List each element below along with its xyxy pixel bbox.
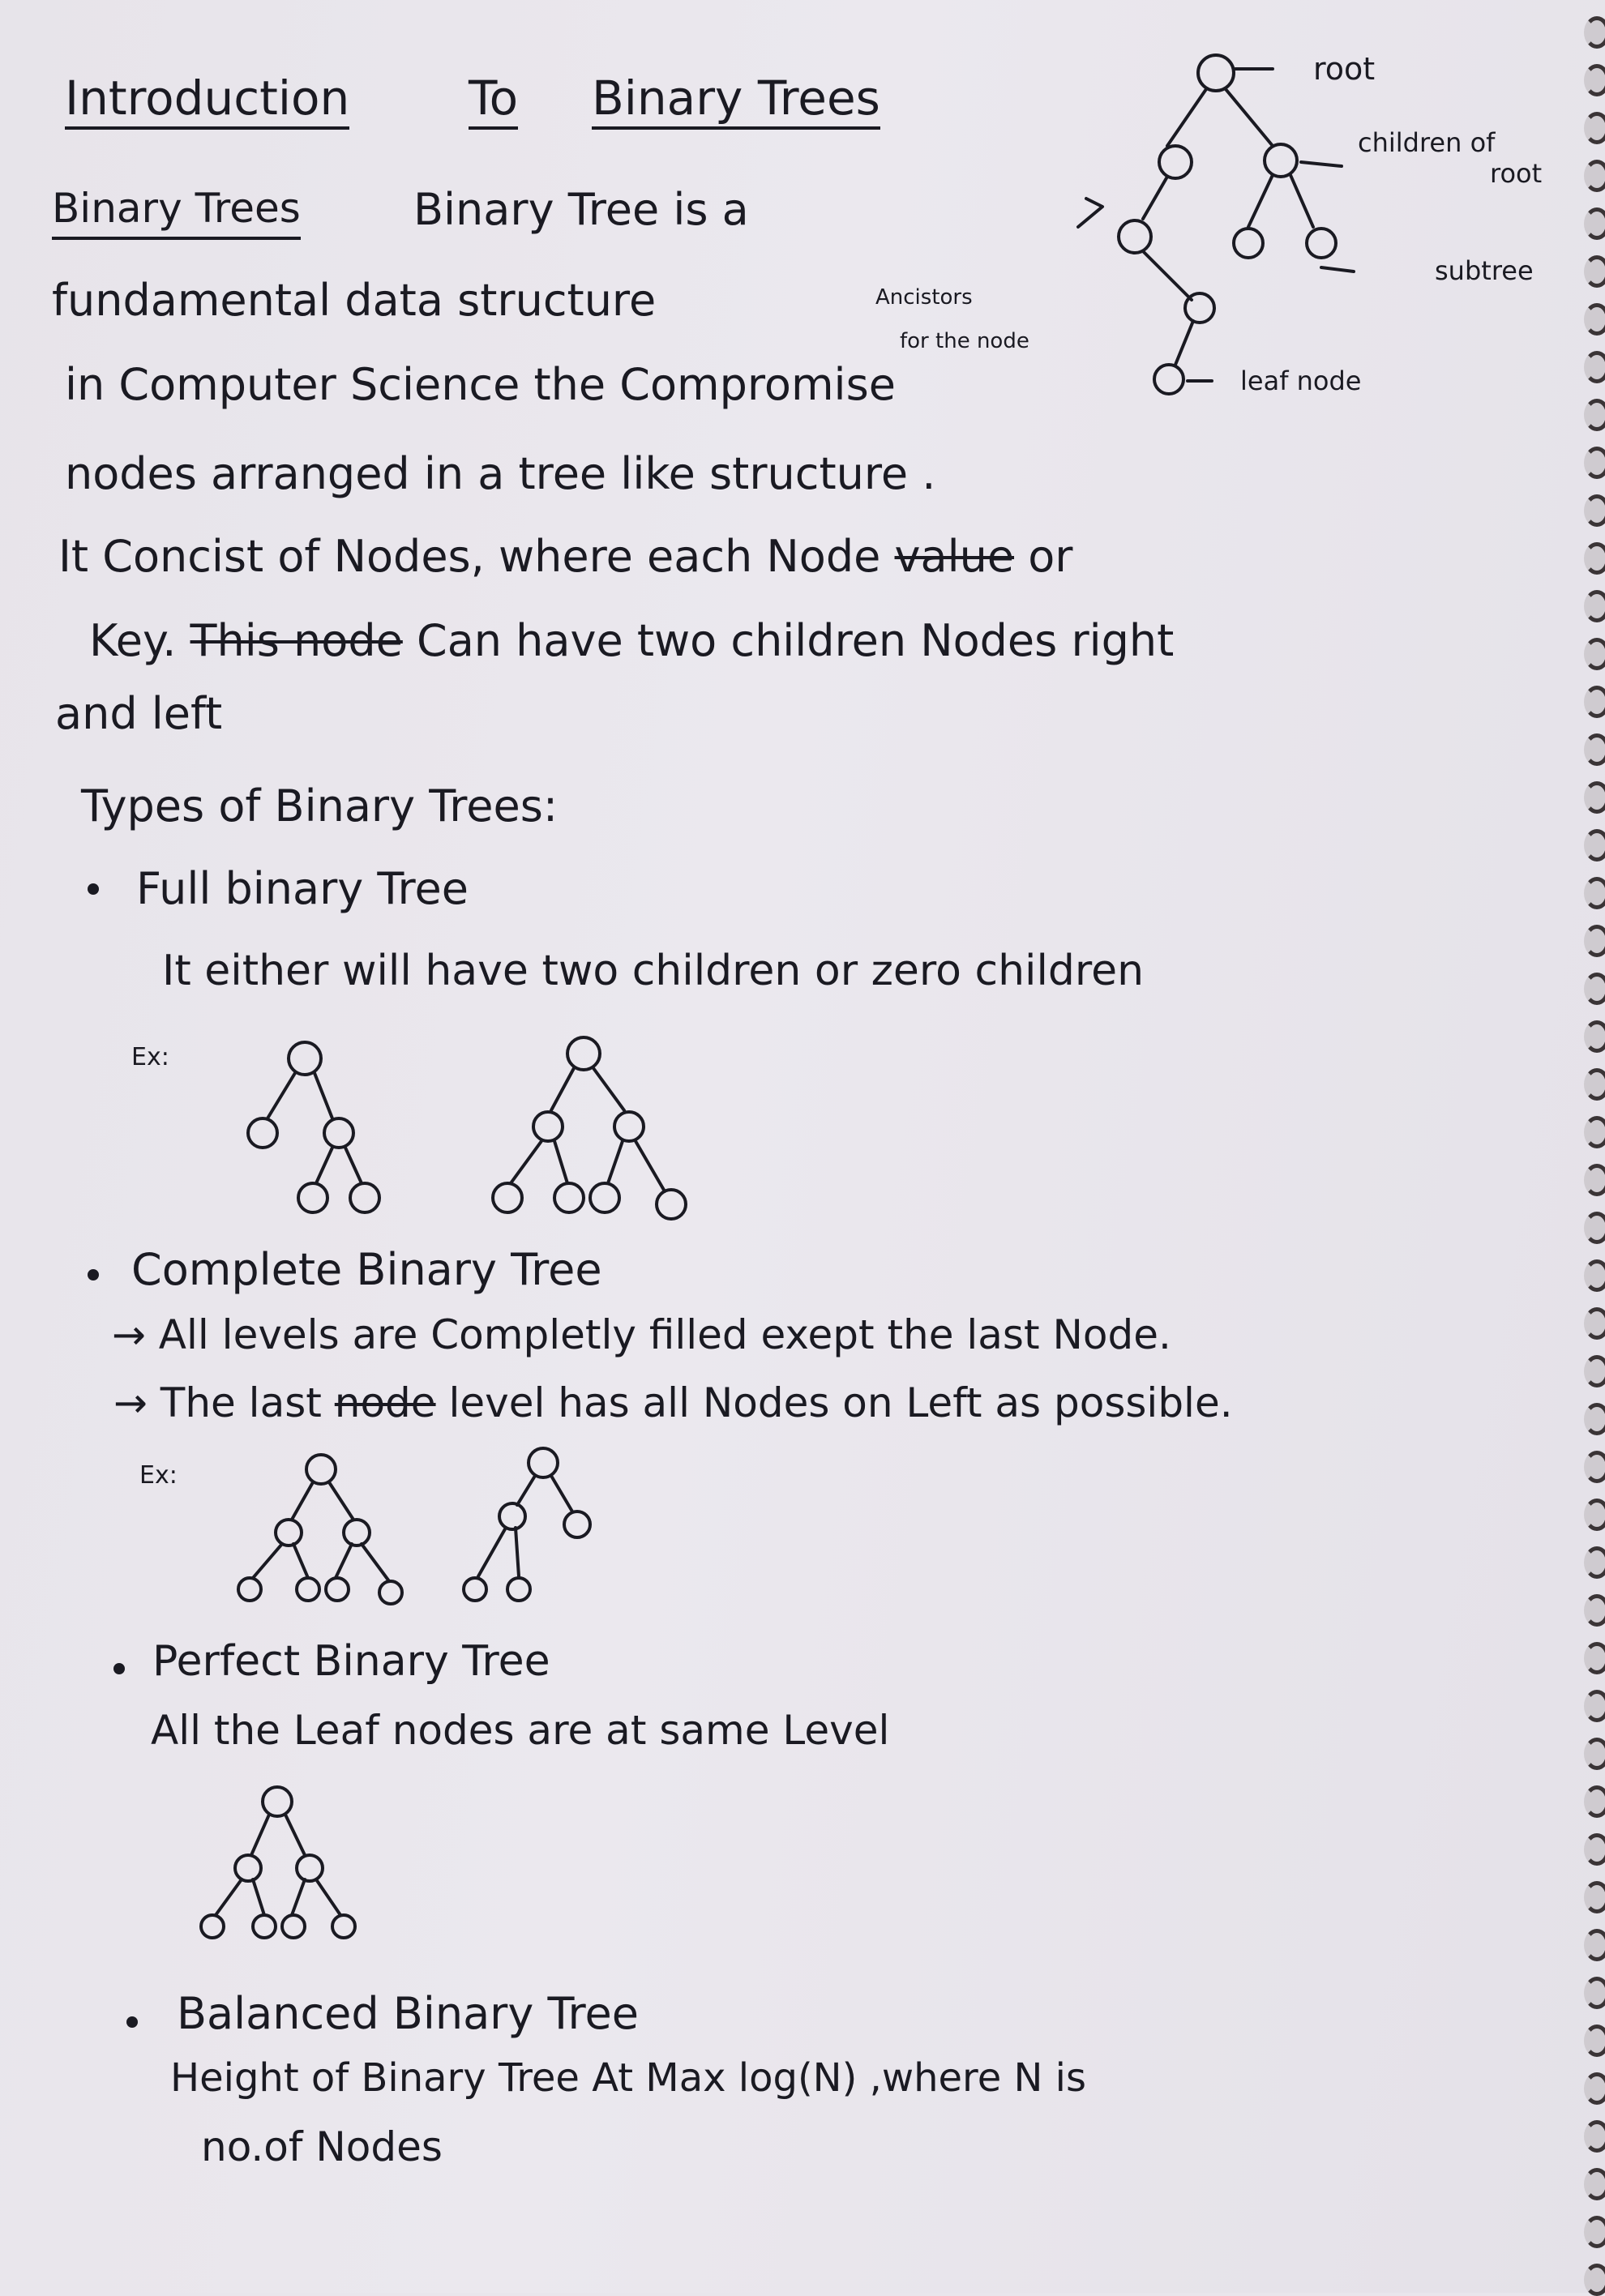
label-subtree: subtree [1435, 255, 1534, 286]
spiral-ring-icon [1584, 64, 1605, 96]
spiral-ring-icon [1584, 1594, 1605, 1627]
title-word-binary-trees: Binary Trees [592, 75, 880, 130]
spiral-ring-icon [1584, 303, 1605, 336]
spiral-ring-icon [1584, 1833, 1605, 1866]
node-icon [276, 1520, 302, 1546]
complete-binary-tree-title: Complete Binary Tree [131, 1244, 602, 1295]
spiral-ring-icon [1584, 160, 1605, 192]
full-binary-tree-title: Full binary Tree [136, 863, 469, 914]
spiral-ring-icon [1584, 925, 1605, 957]
spiral-ring-icon [1584, 1929, 1605, 1961]
spiral-ring-icon [1584, 590, 1605, 622]
spiral-ring-icon [1584, 2024, 1605, 2057]
spiral-ring-icon [1584, 351, 1605, 383]
spiral-ring-icon [1584, 1451, 1605, 1483]
perfect-binary-tree-desc: All the Leaf nodes are at same Level [151, 1707, 890, 1754]
spiral-ring-icon [1584, 2216, 1605, 2248]
complete-point-1: → All levels are Completly filled exept the last Node. [112, 1311, 1171, 1358]
spiral-ring-icon [1584, 1738, 1605, 1770]
label-leaf-node: leaf node [1240, 366, 1362, 396]
intro-line-6-strike: This node [190, 615, 403, 666]
full-example-label: Ex: [131, 1043, 169, 1071]
intro-line-6 [89, 615, 1175, 666]
spiral-ring-icon [1584, 829, 1605, 862]
spiral-ring-icon [1584, 112, 1605, 144]
bullet-icon [126, 2016, 138, 2028]
complete-point-2: → The last node level has all Nodes on Left as possible. [113, 1379, 1233, 1426]
intro-line-5-b: or [1028, 531, 1073, 582]
intro-line-2: fundamental data structure [52, 275, 657, 326]
label-children-root: root [1490, 158, 1543, 189]
spiral-ring-icon [1584, 1881, 1605, 1913]
node-icon [1307, 229, 1336, 258]
node-icon [1234, 229, 1263, 258]
node-icon [298, 1183, 327, 1212]
node-icon [564, 1511, 590, 1537]
spiral-ring-icon [1584, 1307, 1605, 1340]
intro-line-4: nodes arranged in a tree like structure . [65, 448, 936, 499]
child-node-icon [1265, 144, 1297, 177]
node-icon [344, 1520, 370, 1546]
node-icon [263, 1787, 292, 1816]
intro-line-7: and left [55, 688, 223, 739]
full-binary-tree-diagrams [227, 1029, 713, 1224]
title-word-to: To [469, 75, 518, 130]
label-root: root [1313, 51, 1376, 87]
intro-line-1: Binary Tree is a [413, 184, 749, 235]
spiral-ring-icon [1584, 733, 1605, 766]
spiral-ring-icon [1584, 638, 1605, 670]
node-icon [289, 1042, 321, 1075]
spiral-ring-icon [1584, 1116, 1605, 1148]
node-icon [567, 1037, 600, 1070]
spiral-ring-icon [1584, 2264, 1605, 2296]
spiral-ring-icon [1584, 1642, 1605, 1674]
spiral-binding [1577, 0, 1605, 2293]
spiral-ring-icon [1584, 1164, 1605, 1196]
node-icon [590, 1183, 619, 1212]
spiral-ring-icon [1584, 1977, 1605, 2009]
intro-heading [52, 185, 301, 232]
spiral-ring-icon [1584, 781, 1605, 814]
intro-line-6-b: Can have two children Nodes right [417, 615, 1175, 666]
balanced-binary-tree-title: Balanced Binary Tree [177, 1988, 640, 2039]
node-icon [507, 1578, 530, 1601]
perfect-binary-tree-title: Perfect Binary Tree [152, 1637, 550, 1686]
types-heading: Types of Binary Trees: [81, 780, 559, 832]
spiral-ring-icon [1584, 1785, 1605, 1818]
node-icon [1185, 293, 1214, 323]
spiral-ring-icon [1584, 447, 1605, 479]
spiral-ring-icon [1584, 16, 1605, 49]
node-icon [379, 1581, 402, 1604]
complete-example-label: Ex: [139, 1461, 178, 1490]
spiral-ring-icon [1584, 1403, 1605, 1435]
bullet-icon [88, 1269, 99, 1281]
node-icon [238, 1578, 261, 1601]
spiral-ring-icon [1584, 2168, 1605, 2200]
spiral-ring-icon [1584, 255, 1605, 288]
complete-point-1-text: All levels are Completly filled exept the last Node. [158, 1311, 1171, 1358]
node-icon [493, 1183, 522, 1212]
title-word-introduction: Introduction [65, 75, 349, 130]
spiral-ring-icon [1584, 1212, 1605, 1244]
spiral-ring-icon [1584, 1020, 1605, 1053]
node-icon [499, 1503, 525, 1529]
node-icon [324, 1118, 353, 1148]
node-icon [614, 1112, 644, 1141]
spiral-ring-icon [1584, 686, 1605, 718]
intro-line-5-strike: value [894, 531, 1015, 582]
complete-point-2-strike: node [334, 1379, 436, 1426]
spiral-ring-icon [1584, 399, 1605, 431]
balanced-binary-tree-desc-2: no.of Nodes [201, 2123, 443, 2170]
root-node-icon [1198, 55, 1234, 91]
full-binary-tree-desc: It either will have two children or zero children [162, 947, 1145, 995]
spiral-ring-icon [1584, 1355, 1605, 1387]
node-icon [554, 1183, 584, 1212]
complete-point-2-b: level has all Nodes on Left as possible. [448, 1379, 1233, 1426]
label-ancestors: Ancistors [875, 285, 973, 310]
node-icon [326, 1578, 349, 1601]
bullet-icon [113, 1663, 125, 1674]
label-for-the-node: for the node [900, 329, 1029, 353]
node-icon [297, 1855, 323, 1881]
spiral-ring-icon [1584, 1499, 1605, 1531]
spiral-ring-icon [1584, 973, 1605, 1005]
spiral-ring-icon [1584, 2120, 1605, 2153]
node-icon [464, 1578, 486, 1601]
node-icon [332, 1915, 355, 1938]
node-icon [657, 1190, 686, 1219]
node-icon [248, 1118, 277, 1148]
node-icon [297, 1578, 319, 1601]
balanced-binary-tree-desc-1: Height of Binary Tree At Max log(N) ,where N is [170, 2055, 1087, 2101]
intro-line-5 [58, 531, 1073, 582]
node-icon [282, 1915, 305, 1938]
spiral-ring-icon [1584, 207, 1605, 240]
node-icon [306, 1455, 336, 1484]
spiral-ring-icon [1584, 1068, 1605, 1101]
intro-line-3: in Computer Science the Compromise [65, 359, 896, 410]
complete-point-2-a: The last [160, 1379, 322, 1426]
node-icon [529, 1448, 558, 1477]
bullet-icon [88, 883, 99, 895]
perfect-binary-tree-diagram [186, 1779, 365, 1941]
spiral-ring-icon [1584, 2072, 1605, 2105]
spiral-ring-icon [1584, 877, 1605, 909]
label-children-of: children of [1358, 127, 1496, 158]
spiral-ring-icon [1584, 1690, 1605, 1722]
intro-line-5-a: It Concist of Nodes, where each Node [58, 531, 881, 582]
node-icon [253, 1915, 276, 1938]
node-icon [235, 1855, 261, 1881]
leaf-node-icon [1154, 365, 1183, 394]
spiral-ring-icon [1584, 1259, 1605, 1292]
node-icon [201, 1915, 224, 1938]
node-icon [350, 1183, 379, 1212]
complete-binary-tree-diagrams [219, 1447, 624, 1601]
spiral-ring-icon [1584, 1546, 1605, 1579]
node-icon [533, 1112, 563, 1141]
spiral-ring-icon [1584, 542, 1605, 575]
spiral-ring-icon [1584, 494, 1605, 527]
intro-heading-text: Binary Trees [52, 185, 301, 240]
node-icon [1119, 220, 1151, 253]
intro-line-6-a: Key. [89, 615, 177, 666]
child-node-icon [1159, 146, 1192, 178]
